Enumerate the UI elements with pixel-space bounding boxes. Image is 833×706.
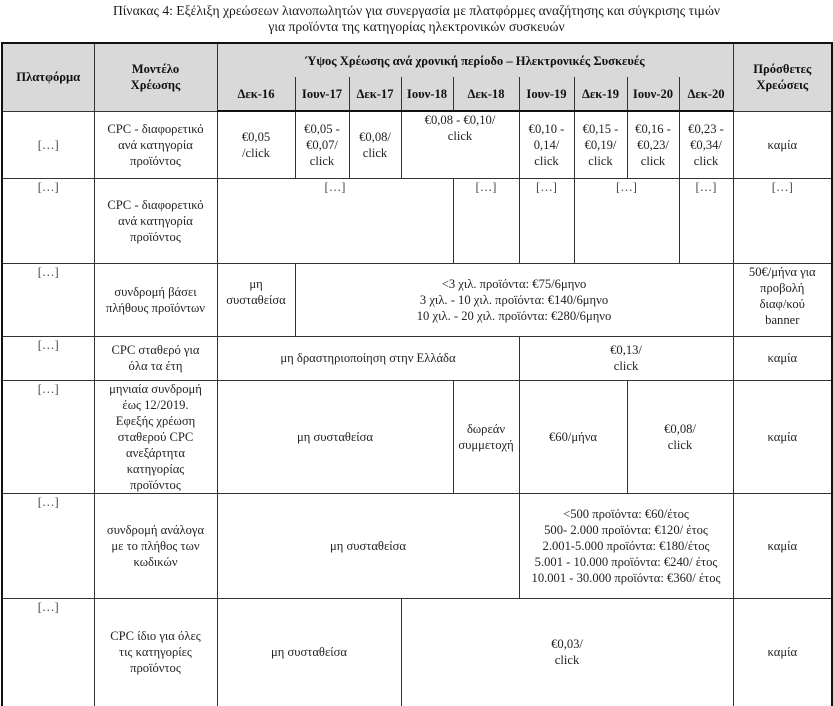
table-row xyxy=(2,380,832,493)
model-line: έως 12/2019. xyxy=(122,397,189,412)
model-line: όλα τα έτη xyxy=(128,359,183,373)
model-line: με το πλήθος των xyxy=(111,538,200,553)
charge-line: €0,08/ xyxy=(359,129,391,144)
charge-cell: […] xyxy=(574,178,679,263)
charge-line: 10 χιλ. - 20 χιλ. προϊόντα: €280/6μηνο xyxy=(416,308,612,323)
charge-line: €0,05 xyxy=(241,129,271,144)
header-period: Δεκ-17 xyxy=(349,77,401,111)
model-cell xyxy=(94,493,217,598)
model-line: μηνιαία συνδρομή xyxy=(109,381,202,396)
header-row-1 xyxy=(2,43,832,77)
charge-cell: €60/μήνα xyxy=(519,380,627,493)
table-row xyxy=(2,178,832,263)
model-line: συνδρομή ανάλογα xyxy=(106,522,205,537)
header-group: Ύψος Χρέωσης ανά χρονική περίοδο – Ηλεκτρονικές Συσκευές xyxy=(217,43,733,77)
charge-cell xyxy=(217,111,295,178)
charge-cell: […] xyxy=(519,178,574,263)
charge-cell: […] xyxy=(679,178,733,263)
charge-cell: μη δραστηριοποίηση στην Ελλάδα xyxy=(217,336,519,380)
charge-cell: […] xyxy=(453,178,519,263)
header-period: Δεκ-20 xyxy=(679,77,733,111)
charge-cell xyxy=(349,111,401,178)
charges-table xyxy=(1,42,833,706)
header-extra-line: Χρεώσεις xyxy=(756,78,809,93)
charge-cell xyxy=(401,111,519,178)
charge-line: click xyxy=(447,129,473,143)
extra-line: banner xyxy=(765,312,800,327)
charge-line: click xyxy=(309,153,335,168)
model-line: CPC - διαφορετικό xyxy=(107,197,204,212)
caption-line-2: για προϊόντα της κατηγορίας ηλεκτρονικών συσκευών xyxy=(268,19,565,34)
charge-cell: μη συσταθείσα xyxy=(217,380,453,493)
header-period: Δεκ-19 xyxy=(574,77,627,111)
model-cell xyxy=(94,178,217,263)
model-cell xyxy=(94,263,217,336)
table-row xyxy=(2,263,832,336)
charge-line: δωρεάν xyxy=(466,421,506,436)
charge-line: click xyxy=(613,359,639,373)
charge-cell xyxy=(627,111,679,178)
charge-line: click xyxy=(534,153,559,168)
header-period: Ιουν-20 xyxy=(627,77,679,111)
header-model-line: Μοντέλο xyxy=(131,62,180,77)
charge-line: €0,15 - xyxy=(582,121,619,136)
charge-line: €0,10 - xyxy=(528,121,565,136)
header-model xyxy=(94,43,217,111)
charge-line: click xyxy=(667,437,693,452)
charge-line: 500- 2.000 προϊόντα: €120/ έτος xyxy=(544,522,708,537)
header-extra-line: Πρόσθετες xyxy=(753,62,812,77)
extra-charges-cell: καμία xyxy=(733,493,832,598)
model-cell xyxy=(94,111,217,178)
charge-cell xyxy=(295,111,349,178)
charge-line: 3 χιλ. - 10 χιλ. προϊόντα: €140/6μηνο xyxy=(419,292,609,307)
table-row xyxy=(2,598,832,706)
model-line: CPC σταθερό για xyxy=(111,343,200,357)
platform-cell: […] xyxy=(2,111,94,178)
header-period: Δεκ-18 xyxy=(453,77,519,111)
model-cell xyxy=(94,598,217,706)
extra-charges-cell: […] xyxy=(733,178,832,263)
table-row xyxy=(2,111,832,178)
extra-charges-cell: καμία xyxy=(733,111,832,178)
table-row xyxy=(2,493,832,598)
platform-cell: […] xyxy=(2,336,94,380)
extra-line: 50€/μήνα για xyxy=(748,264,816,279)
charge-cell xyxy=(453,380,519,493)
model-line: πλήθους προϊόντων xyxy=(105,300,205,315)
charge-cell xyxy=(217,263,295,336)
charge-cell xyxy=(519,111,574,178)
model-line: ανεξάρτητα xyxy=(126,445,185,460)
charge-line: click xyxy=(640,153,666,168)
charge-cell: […] xyxy=(217,178,453,263)
extra-charges-cell: καμία xyxy=(733,380,832,493)
header-extra-charges xyxy=(733,43,832,111)
charge-line: click xyxy=(554,653,580,668)
extra-line: προβολή xyxy=(760,280,805,295)
model-line: τις κατηγορίες xyxy=(119,645,192,660)
charge-cell xyxy=(627,380,733,493)
platform-cell: […] xyxy=(2,263,94,336)
charge-line: /click xyxy=(242,145,270,160)
header-platform: Πλατφόρμα xyxy=(2,43,94,111)
charge-cell: μη συσταθείσα xyxy=(217,493,519,598)
caption-line-1: Πίνακας 4: Εξέλιξη χρεώσεων λιανοπωλητών για συνεργασία με πλατφόρμες αναζήτησης και σύγκρισης τιμών xyxy=(112,3,721,18)
charge-cell xyxy=(519,336,733,380)
header-model-line: Χρέωσης xyxy=(130,78,181,93)
extra-charges-cell: καμία xyxy=(733,336,832,380)
charge-line: click xyxy=(362,145,388,160)
charge-line: €0,16 - xyxy=(635,121,671,136)
charge-line: συσταθείσα xyxy=(226,292,286,307)
model-line: ανά κατηγορία xyxy=(118,213,193,228)
charge-cell: μη συσταθείσα xyxy=(217,598,401,706)
extra-charges-cell: καμία xyxy=(733,598,832,706)
charge-line: €0,34/ xyxy=(690,137,722,152)
charge-line: 10.001 - 30.000 προϊόντα: €360/ έτος xyxy=(531,570,721,585)
model-cell xyxy=(94,380,217,493)
model-line: συνδρομή βάσει xyxy=(114,284,197,299)
charge-line: συμμετοχή xyxy=(458,437,514,452)
charge-line: <500 προϊόντα: €60/έτος xyxy=(563,506,689,521)
model-line: Εφεξής χρέωση xyxy=(115,413,196,428)
model-line: προϊόντος xyxy=(130,153,181,168)
charge-cell xyxy=(401,598,733,706)
charge-line: 5.001 - 10.000 προϊόντα: €240/ έτος xyxy=(534,554,718,569)
charge-line: 0,14/ xyxy=(533,137,560,152)
charge-cell xyxy=(679,111,733,178)
charge-line: 2.001-5.000 προϊόντα: €180/έτος xyxy=(542,538,710,553)
charge-line: <3 χιλ. προϊόντα: €75/6μηνο xyxy=(441,276,587,291)
charge-line: μη xyxy=(249,276,263,291)
charge-line: €0,05 - xyxy=(304,121,340,136)
model-line: CPC - διαφορετικό xyxy=(107,121,204,136)
charge-line: click xyxy=(588,153,613,168)
header-period: Ιουν-18 xyxy=(401,77,453,111)
charge-cell xyxy=(519,493,733,598)
charge-line: click xyxy=(693,153,719,168)
extra-line: διαφ/κού xyxy=(759,296,805,311)
charge-cell xyxy=(295,263,733,336)
charge-line: €0,07/ xyxy=(306,137,338,152)
model-cell xyxy=(94,336,217,380)
platform-cell: […] xyxy=(2,598,94,706)
charge-line: €0,23 - xyxy=(688,121,724,136)
model-line: προϊόντος xyxy=(130,229,181,244)
model-line: σταθερού CPC xyxy=(117,429,194,444)
header-period: Ιουν-17 xyxy=(295,77,349,111)
model-line: ανά κατηγορία xyxy=(118,137,193,152)
table-row xyxy=(2,336,832,380)
model-line: CPC ίδιο για όλες xyxy=(110,629,201,644)
charge-line: €0,23/ xyxy=(637,137,669,152)
table-caption xyxy=(0,3,833,35)
model-line: προϊόντος xyxy=(130,477,181,492)
charge-line: €0,13/ xyxy=(610,343,642,357)
charge-line: €0,08/ xyxy=(664,421,696,436)
charge-line: €0,19/ xyxy=(584,137,617,152)
platform-cell: […] xyxy=(2,493,94,598)
header-period: Ιουν-19 xyxy=(519,77,574,111)
model-line: προϊόντος xyxy=(130,661,181,676)
header-period: Δεκ-16 xyxy=(217,77,295,111)
extra-charges-cell xyxy=(733,263,832,336)
model-line: κατηγορίας xyxy=(126,461,185,476)
charge-line: €0,03/ xyxy=(551,637,583,652)
charge-cell xyxy=(574,111,627,178)
charge-line: €0,08 - €0,10/ xyxy=(424,113,496,127)
platform-cell: […] xyxy=(2,380,94,493)
platform-cell: […] xyxy=(2,178,94,263)
model-line: κωδικών xyxy=(133,554,178,569)
